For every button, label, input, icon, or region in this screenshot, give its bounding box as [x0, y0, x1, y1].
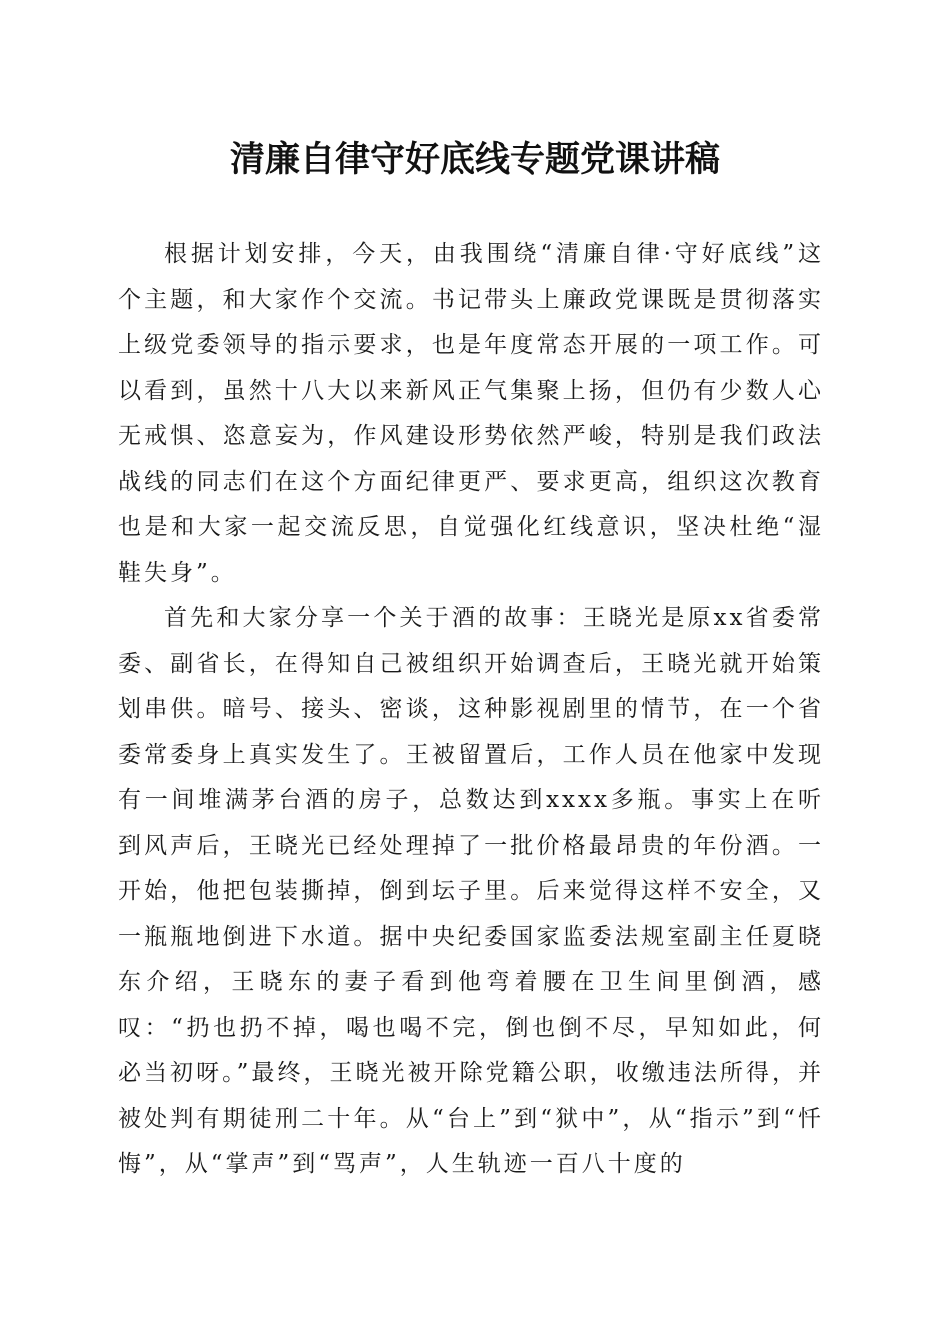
document-body [118, 232, 824, 1188]
paragraph-intro: 根据计划安排，今天，由我围绕“清廉自律·守好底线”这个主题，和大家作个交流。书记带头上廉政党课既是贯彻落实上级党委领导的指示要求，也是年度常态开展的一项工作。可以看到，虽然十八大以来新风正气集聚上扬，但仍有少数人心无戒惧、恣意妄为，作风建设形势依然严峻，特别是我们政法战线的同志们在这个方面纪律更严、要求更高，组织这次教育也是和大家一起交流反思，自觉强化红线意识，坚决杜绝“湿鞋失身”。 [118, 241, 824, 586]
document-title: 清廉自律守好底线专题党课讲稿 [229, 139, 720, 180]
paragraph-story: 首先和大家分享一个关于酒的故事：王晓光是原xx省委常委、副省长，在得知自己被组织开始调查后，王晓光就开始策划串供。暗号、接头、密谈，这种影视剧里的情节，在一个省委常委身上真实发生了。王被留置后，工作人员在他家中发现有一间堆满茅台酒的房子，总数达到xxxx多瓶。事实上在听到风声后，王晓光已经处理掉了一批价格最昂贵的年份酒。一开始，他把包装撕掉，倒到坛子里。后来觉得这样不安全，又一瓶瓶地倒进下水道。据中央纪委国家监委法规室副主任夏晓东介绍，王晓东的妻子看到他弯着腰在卫生间里倒酒，感叹：“扔也扔不掉，喝也喝不完，倒也倒不尽，早知如此，何必当初呀。”最终，王晓光被开除党籍公职，收缴违法所得，并被处判有期徒刑二十年。从“台上”到“狱中”，从“指示”到“忏悔”，从“掌声”到“骂声”，人生轨迹一百八十度的 [118, 605, 824, 1177]
